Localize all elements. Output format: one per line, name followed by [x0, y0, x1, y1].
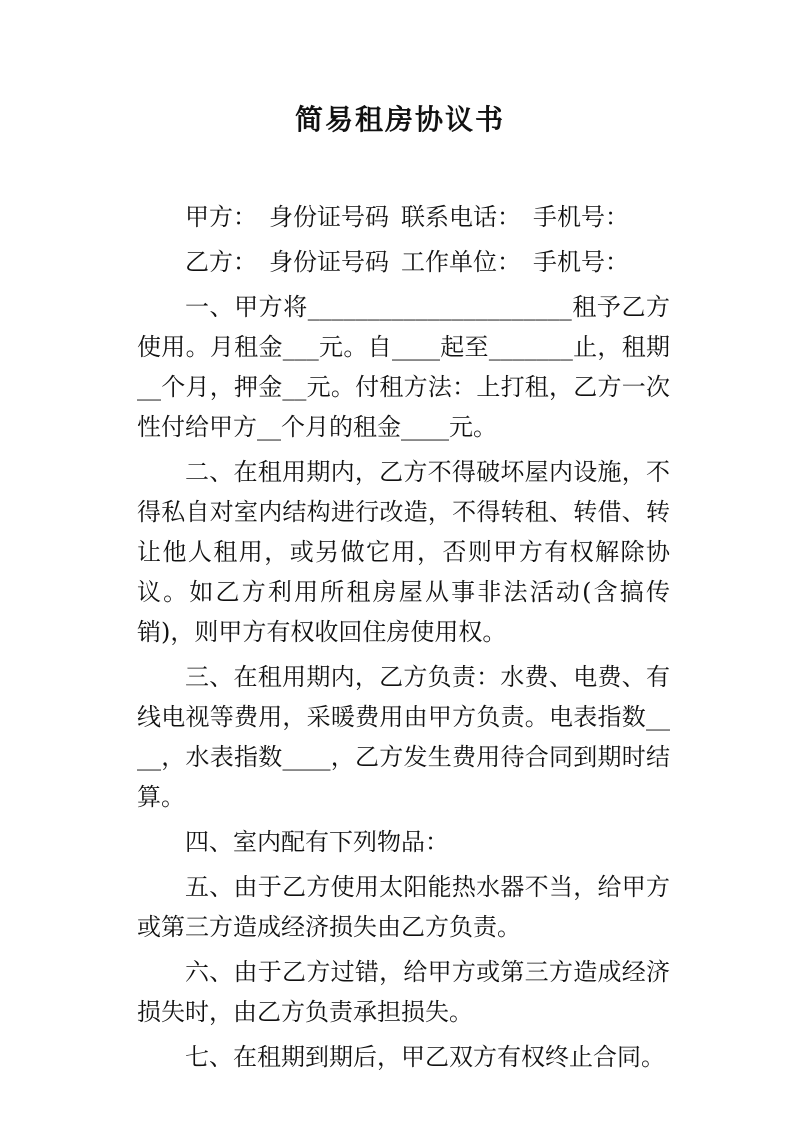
party-b-line: [137, 242, 670, 282]
party-a-line: [137, 197, 670, 237]
clause-5: 五、由于乙方使用太阳能热水器不当，给甲方或第三方造成经济损失由乙方负责。: [137, 873, 670, 941]
party-a-id-label: 身份证号码: [269, 203, 389, 231]
document-title: 简易租房协议书: [294, 103, 505, 136]
clause-4: 四、室内配有下列物品：: [185, 828, 449, 856]
party-a-phone-label: 联系电话：: [401, 203, 521, 231]
party-b-work-label: 工作单位：: [401, 248, 521, 276]
clause-3: 三、在租用期内，乙方负责：水费、电费、有线电视等费用，采暖费用由甲方负责。电表指数____，水表指数____，乙方发生费用待合同到期时结算。: [137, 663, 670, 811]
party-a-label: 甲方：: [185, 203, 257, 231]
party-b-mobile-label: 手机号：: [533, 248, 629, 276]
clause-2: 二、在租用期内，乙方不得破坏屋内设施，不得私自对室内结构进行改造，不得转租、转借、转让他人租用，或另做它用，否则甲方有权解除协议。如乙方利用所租房屋从事非法活动(含搞传销)，则甲方有权收回住房使用权。: [137, 458, 670, 646]
document-body: [137, 197, 670, 1082]
party-b-id-label: 身份证号码: [269, 248, 389, 276]
clause-6: 六、由于乙方过错，给甲方或第三方造成经济损失时，由乙方负责承担损失。: [137, 958, 670, 1026]
clause-1: 一、甲方将______________________租予乙方使用。月租金___元。自____起至_______止，租期__个月，押金__元。付租方法：上打租，乙方一次性付给甲方__个月的租金____元。: [137, 293, 670, 441]
party-b-label: 乙方：: [185, 248, 257, 276]
party-a-mobile-label: 手机号：: [533, 203, 629, 231]
clause-7: 七、在租期到期后，甲乙双方有权终止合同。: [185, 1043, 665, 1071]
